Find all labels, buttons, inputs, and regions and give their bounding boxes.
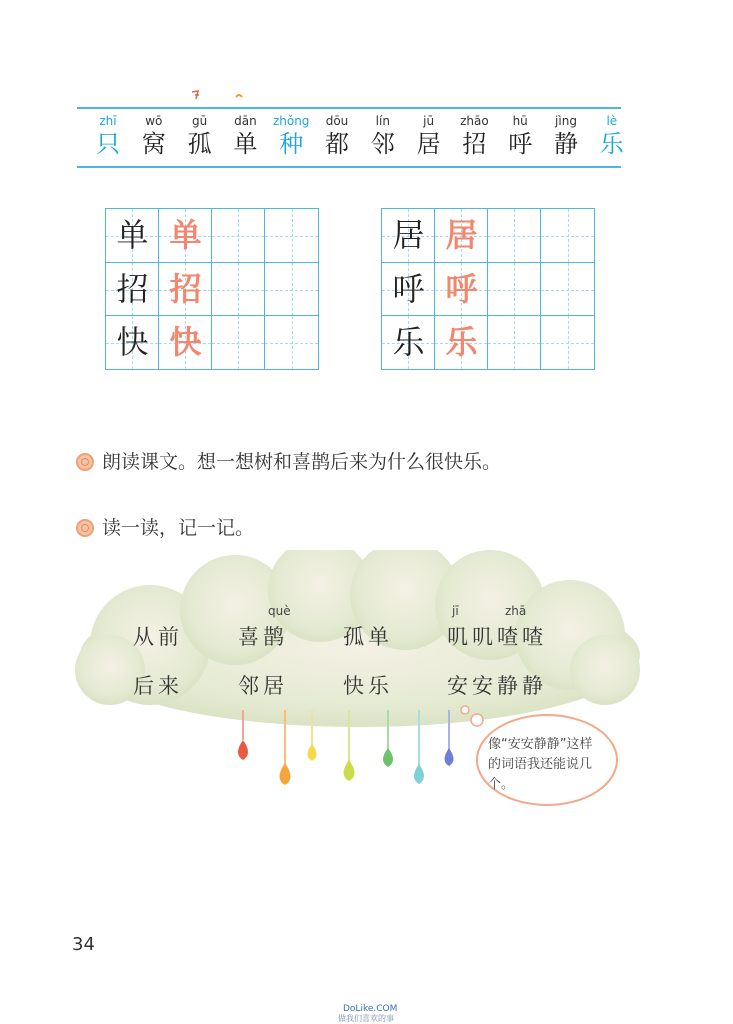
trace-character: 呼 <box>445 270 478 308</box>
character-hanzi: 孤 <box>187 130 212 158</box>
model-character: 单 <box>116 216 149 254</box>
word-pinyin: què <box>268 604 291 618</box>
watermark-logo: DoLike.COM <box>343 1004 398 1014</box>
character-hanzi: 只 <box>96 130 120 158</box>
word-pinyin: jī <box>452 604 459 618</box>
word-congqian <box>133 621 183 651</box>
trace-character: 招 <box>169 270 202 308</box>
model-character: 招 <box>116 270 149 308</box>
grid-cell <box>159 316 212 369</box>
word-text: 快乐 <box>343 674 393 698</box>
grid-row <box>382 262 594 316</box>
grid-cell <box>435 209 488 262</box>
grid-cell <box>541 316 594 369</box>
writing-grid-right <box>381 208 595 370</box>
trace-character: 单 <box>169 216 202 254</box>
word-xique <box>238 604 291 651</box>
word-pinyin: zhā <box>505 604 527 618</box>
new-character <box>500 113 540 159</box>
grid-row <box>382 315 594 369</box>
trace-character: 居 <box>445 216 478 254</box>
grid-cell <box>106 209 159 262</box>
grid-cell <box>488 209 541 262</box>
character-pinyin: zhāo <box>460 114 489 128</box>
word-ananjingjing <box>447 670 547 700</box>
character-hanzi: 单 <box>233 130 258 158</box>
new-character <box>592 113 632 159</box>
new-character <box>88 113 128 159</box>
grid-cell <box>265 316 318 369</box>
grid-cell <box>541 209 594 262</box>
word-text: 邻居 <box>238 674 288 698</box>
trace-character: 快 <box>169 323 202 361</box>
new-character <box>454 113 494 159</box>
word-text: 安安静静 <box>447 674 547 698</box>
grid-cell <box>212 209 265 262</box>
word-text: 孤单 <box>343 625 393 649</box>
new-character <box>271 113 311 159</box>
character-hanzi: 邻 <box>370 130 395 158</box>
character-hanzi: 种 <box>279 130 304 158</box>
word-jijizhazha <box>447 604 547 651</box>
character-hanzi: 呼 <box>508 130 533 158</box>
grid-cell <box>435 263 488 316</box>
writing-grid-left <box>105 208 319 370</box>
word-kuaile <box>343 670 393 700</box>
new-character <box>180 113 220 159</box>
new-character <box>225 113 265 159</box>
new-character <box>546 113 586 159</box>
grid-cell <box>382 316 435 369</box>
character-hanzi: 都 <box>325 130 349 158</box>
character-pinyin: dān <box>234 114 257 128</box>
character-pinyin: dōu <box>325 114 349 128</box>
grid-row <box>106 209 318 262</box>
grid-cell <box>265 209 318 262</box>
new-character <box>409 113 449 159</box>
bottom-rule <box>77 166 621 168</box>
instruction-read-text <box>76 447 501 474</box>
character-hanzi: 招 <box>462 130 487 158</box>
new-characters-row <box>96 113 624 163</box>
character-pinyin: jū <box>423 114 435 128</box>
grid-cell <box>212 316 265 369</box>
character-hanzi: 居 <box>416 130 441 158</box>
grid-cell <box>159 209 212 262</box>
page-number: 34 <box>72 934 95 955</box>
grid-row <box>382 209 594 262</box>
word-linju <box>238 670 288 700</box>
new-character <box>363 113 403 159</box>
grid-cell <box>488 316 541 369</box>
word-houlai <box>133 670 183 700</box>
model-character: 快 <box>116 323 149 361</box>
grid-cell <box>159 263 212 316</box>
header-decoration <box>190 88 250 105</box>
new-character <box>317 113 357 159</box>
word-text: 喜鹊 <box>238 625 288 649</box>
word-text: 后来 <box>133 674 183 698</box>
character-pinyin: zhǒng <box>272 114 310 128</box>
model-character: 居 <box>392 216 425 254</box>
character-pinyin: lín <box>375 114 390 128</box>
word-text: 从前 <box>133 625 183 649</box>
character-pinyin: jìng <box>555 114 577 128</box>
model-character: 呼 <box>392 270 425 308</box>
character-hanzi: 静 <box>554 130 578 158</box>
grid-row <box>106 262 318 316</box>
character-pinyin: zhī <box>99 114 117 128</box>
character-pinyin: lè <box>606 114 618 128</box>
instruction-text: 读一读，记一记。 <box>102 517 255 539</box>
top-rule <box>77 107 621 109</box>
grid-cell <box>212 263 265 316</box>
bullet-icon <box>76 453 94 471</box>
character-hanzi: 乐 <box>599 130 624 158</box>
grid-cell <box>265 263 318 316</box>
character-hanzi: 窝 <box>141 130 166 158</box>
character-pinyin: hū <box>512 114 528 128</box>
grid-cell <box>106 316 159 369</box>
character-pinyin: gū <box>191 114 208 128</box>
word-text: 叽叽喳喳 <box>447 625 547 649</box>
grid-cell <box>106 263 159 316</box>
grid-cell <box>382 263 435 316</box>
character-pinyin: wō <box>145 114 163 128</box>
trace-character: 乐 <box>445 323 478 361</box>
grid-cell <box>435 316 488 369</box>
new-character <box>134 113 174 159</box>
watermark-slogan: 做我们喜欢的事 <box>338 1014 394 1023</box>
grid-cell <box>541 263 594 316</box>
grid-row <box>106 315 318 369</box>
word-gudan <box>343 621 393 651</box>
grid-cell <box>488 263 541 316</box>
model-character: 乐 <box>392 323 425 361</box>
instruction-text: 朗读课文。想一想树和喜鹊后来为什么很快乐。 <box>102 451 502 473</box>
speech-bubble-text: 像“安安静静”这样的词语我还能说几个。 <box>488 737 593 792</box>
instruction-read-remember <box>76 513 254 540</box>
bullet-icon <box>76 519 94 537</box>
grid-cell <box>382 209 435 262</box>
